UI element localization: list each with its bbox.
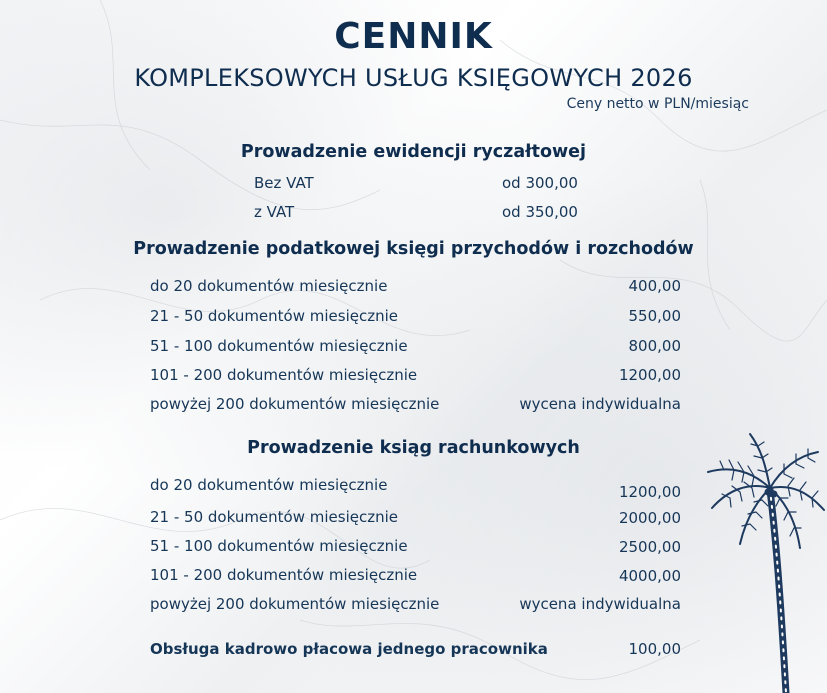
row-value: od 350,00	[502, 203, 578, 221]
row-value: 1200,00	[618, 483, 681, 501]
row-value: 4000,00	[618, 567, 681, 585]
row-label: 21 - 50 dokumentów miesięcznie	[150, 508, 399, 526]
row-label: do 20 dokumentów miesięcznie	[150, 476, 388, 494]
row-value: 2500,00	[618, 538, 681, 556]
row-label: powyżej 200 dokumentów miesięcznie	[150, 395, 440, 413]
row-label: z VAT	[254, 203, 295, 221]
row-value: 550,00	[628, 307, 681, 325]
row-value: 2000,00	[618, 509, 681, 527]
row-label: 101 - 200 dokumentów miesięcznie	[150, 566, 418, 584]
page-subtitle: KOMPLEKSOWYCH USŁUG KSIĘGOWYCH 2026	[134, 64, 693, 92]
row-label: powyżej 200 dokumentów miesięcznie	[150, 595, 440, 613]
row-label: Bez VAT	[254, 174, 314, 192]
palm-tree-icon	[700, 430, 827, 693]
row-label: 51 - 100 dokumentów miesięcznie	[150, 337, 408, 355]
section-heading-kpir: Prowadzenie podatkowej księgi przychodów i rozchodów	[133, 239, 694, 259]
row-value: wycena indywidualna	[519, 595, 681, 613]
row-label: 51 - 100 dokumentów miesięcznie	[150, 537, 408, 555]
row-label: 21 - 50 dokumentów miesięcznie	[150, 307, 399, 325]
page-title: CENNIK	[334, 16, 493, 57]
price-note: Ceny netto w PLN/miesiąc	[566, 96, 749, 112]
row-value: 400,00	[628, 277, 681, 295]
row-value: od 300,00	[502, 174, 578, 192]
payroll-service-value: 100,00	[628, 640, 681, 658]
row-value: wycena indywidualna	[519, 395, 681, 413]
section-heading-ksiegi: Prowadzenie ksiąg rachunkowych	[247, 438, 580, 458]
payroll-service-label: Obsługa kadrowo płacowa jednego pracownika	[150, 640, 548, 658]
row-value: 1200,00	[618, 366, 681, 384]
row-label: 101 - 200 dokumentów miesięcznie	[150, 366, 418, 384]
section-heading-ryczalt: Prowadzenie ewidencji ryczałtowej	[240, 142, 587, 162]
row-value: 800,00	[628, 337, 681, 355]
row-label: do 20 dokumentów miesięcznie	[150, 277, 388, 295]
